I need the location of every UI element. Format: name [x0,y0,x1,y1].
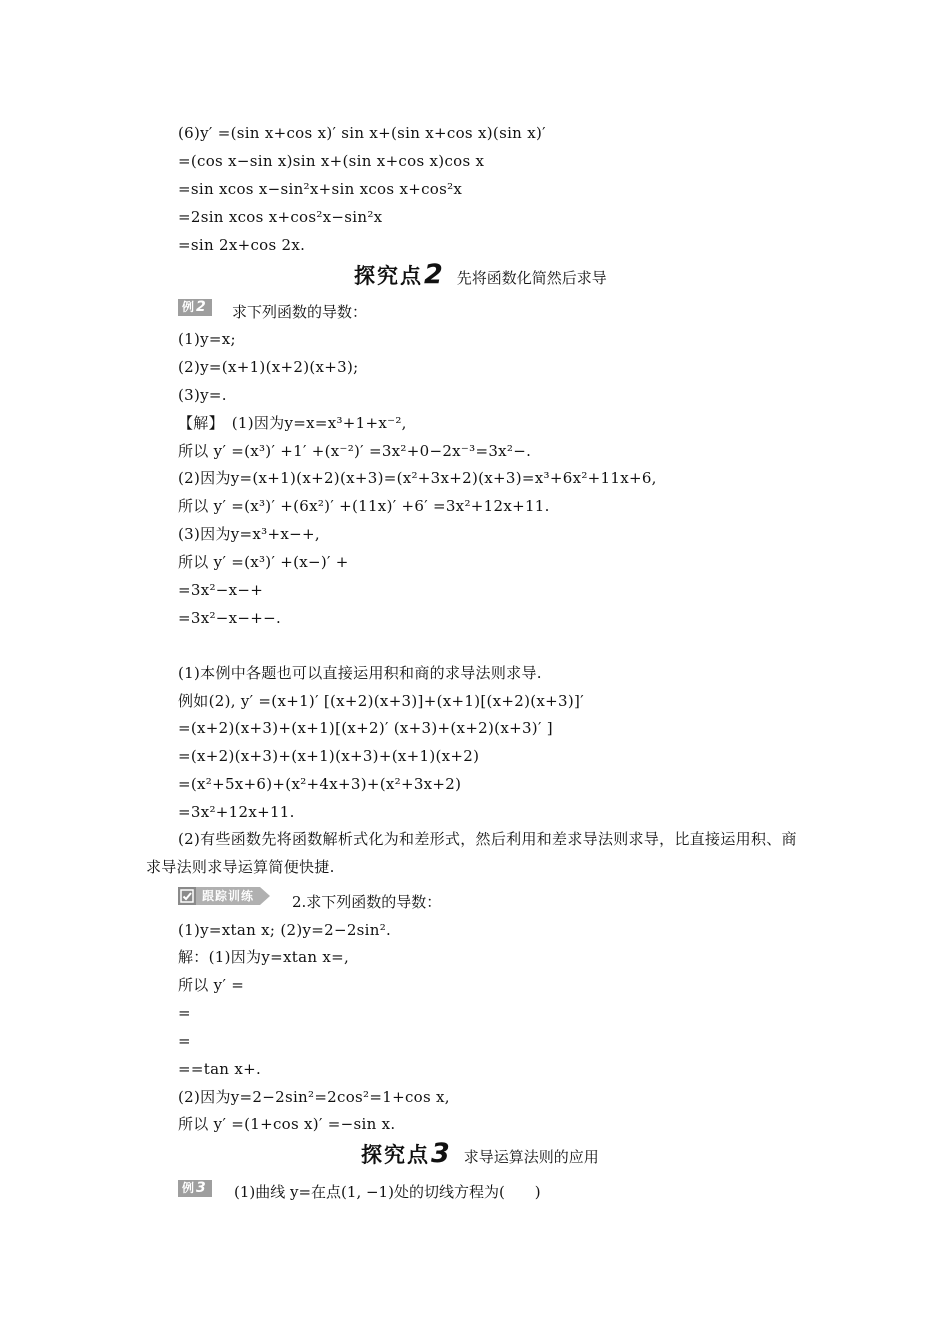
solution-line: 所以 y′ =(x³)′ +1′ +(x⁻²)′ =3x²+0−2x⁻³=3x²−. [178,442,532,460]
section-subtitle: 求导运算法则的应用 [463,1148,599,1166]
solution-line: (3)因为y=x³+x−+, [178,525,320,543]
section-number: 3 [431,1138,450,1169]
solution-line: =3x²−x−+ [178,581,264,599]
check-icon [178,887,196,905]
solution-line: =3x²−x−+−. [178,609,282,627]
section-number: 2 [424,259,443,290]
exercise-line: (2)因为y=2−2sin²=2cos²=1+cos x, [178,1088,450,1106]
note-line: 例如(2), y′ =(x+1)′ [(x+2)(x+3)]+(x+1)[(x+2)(x+3)]′ [178,692,584,710]
example-tag-number: 2 [196,299,206,315]
example-item: (1)y=x; [178,330,236,348]
derivation-line: (6)y′ =(sin x+cos x)′ sin x+(sin x+cos x)(sin x)′ [178,124,546,142]
exercise-line: ==tan x+. [178,1060,262,1078]
exercise-line: 所以 y′ =(1+cos x)′ =−sin x. [178,1115,396,1133]
section-title: 探究点 [354,264,423,288]
exercise-line: = [178,1004,191,1022]
solution-line: 所以 y′ =(x³)′ +(6x²)′ +(11x)′ +6′ =3x²+12x+11. [178,497,550,515]
derivation-line: =2sin xcos x+cos²x−sin²x [178,208,383,226]
note-line: =(x²+5x+6)+(x²+4x+3)+(x²+3x+2) [178,775,462,793]
note-line: =(x+2)(x+3)+(x+1)[(x+2)′ (x+3)+(x+2)(x+3)′ ] [178,719,553,737]
derivation-line: =sin xcos x−sin²x+sin xcos x+cos²x [178,180,463,198]
section-title: 探究点 [361,1143,430,1167]
solution-line: 【解】 (1)因为y=x=x³+1+x⁻², [178,414,407,432]
note-paragraph: (2)有些函数先将函数解析式化为和差形式，然后利用和差求导法则求导，比直接运用积、商求导法则求导运算简便快捷. [146,830,797,876]
exercise-line: 解：(1)因为y=xtan x=, [178,948,350,966]
solution-line: (2)因为y=(x+1)(x+2)(x+3)=(x²+3x+2)(x+3)=x³+6x²+11x+6, [178,469,657,487]
example-tag-label: 例 [182,1181,195,1195]
tracking-text: 2.求下列函数的导数： [292,893,442,911]
example-prompt: (1)曲线 y=在点(1, −1)处的切线方程为( ) [234,1183,541,1201]
note-line: (1)本例中各题也可以直接运用积和商的求导法则求导. [178,664,542,682]
tracking-arrow [260,887,270,905]
example-tag [178,299,212,316]
example-tag-label: 例 [182,300,195,314]
example-tag-number: 3 [196,1180,206,1196]
derivation-line: =sin 2x+cos 2x. [178,236,306,254]
derivation-line: =(cos x−sin x)sin x+(sin x+cos x)cos x [178,152,485,170]
tracking-label: 跟踪训练 [196,887,260,905]
example-item: (3)y=. [178,386,227,404]
solution-line: 所以 y′ =(x³)′ +(x−)′ + [178,553,349,571]
example-tag [178,1180,212,1197]
example-prompt: 求下列函数的导数： [232,303,368,321]
section-heading-2 [354,259,607,290]
section-subtitle: 先将函数化简然后求导 [456,269,607,287]
section-heading-3 [361,1138,599,1169]
exercise-line: = [178,1032,191,1050]
note-line: =3x²+12x+11. [178,803,295,821]
note-line: =(x+2)(x+3)+(x+1)(x+3)+(x+1)(x+2) [178,747,480,765]
example-item: (2)y=(x+1)(x+2)(x+3); [178,358,359,376]
exercise-line: 所以 y′ = [178,976,245,994]
exercise-line: (1)y=xtan x; (2)y=2−2sin². [178,921,392,939]
tracking-badge [178,887,270,905]
